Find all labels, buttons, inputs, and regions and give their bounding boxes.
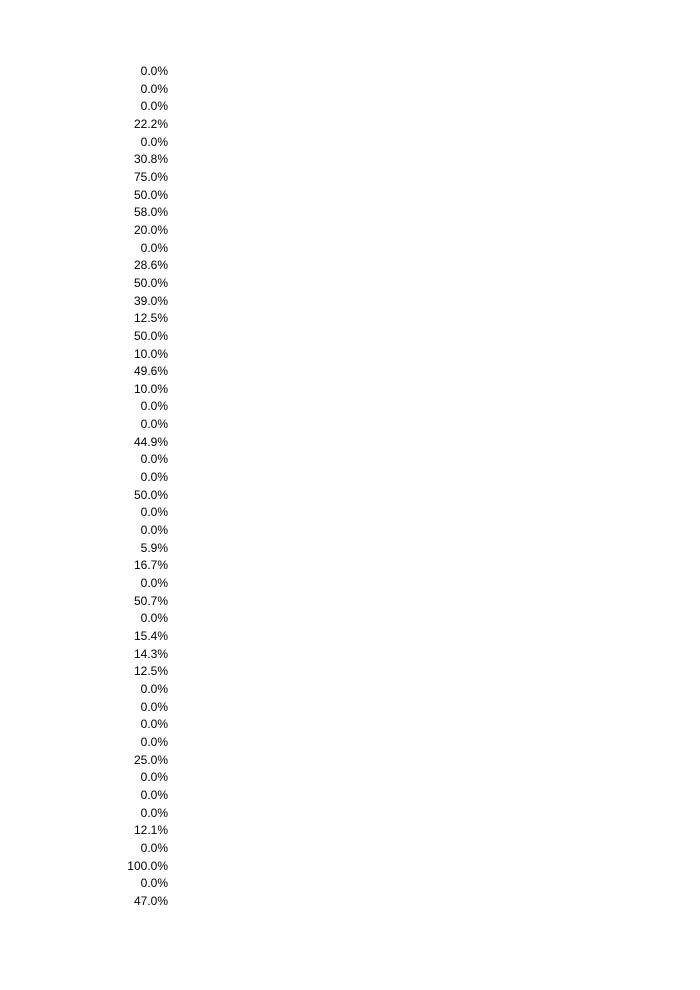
- percentage-cell: 0.0%: [140, 876, 168, 891]
- percentage-cell: 49.6%: [133, 364, 168, 379]
- percentage-cell: 0.0%: [140, 734, 168, 749]
- percentage-cell: 44.9%: [133, 434, 168, 449]
- percentage-cell: 0.0%: [140, 805, 168, 820]
- percentage-cell: 0.0%: [140, 64, 168, 78]
- percentage-cell: 50.0%: [133, 275, 168, 290]
- percentage-cell: 39.0%: [133, 293, 168, 308]
- percentage-cell: 0.0%: [140, 611, 168, 626]
- percentage-cell: 10.0%: [133, 381, 168, 396]
- percentage-cell: 0.0%: [140, 470, 168, 485]
- percentage-cell: 0.0%: [140, 699, 168, 714]
- percentage-cell: 75.0%: [133, 169, 168, 184]
- percentage-cell: 12.1%: [133, 823, 168, 838]
- percentage-cell: 0.0%: [140, 417, 168, 432]
- percentage-cell: 0.0%: [140, 681, 168, 696]
- percentage-cell: 0.0%: [140, 240, 168, 255]
- percentage-cell: 12.5%: [133, 664, 168, 679]
- percentage-cell: 58.0%: [133, 205, 168, 220]
- percentage-cell: 0.0%: [140, 523, 168, 538]
- percentage-cell: 50.0%: [133, 187, 168, 202]
- percentage-cell: 50.0%: [133, 328, 168, 343]
- percentage-cell: 16.7%: [133, 558, 168, 573]
- percentage-cell: 0.0%: [140, 840, 168, 855]
- percentage-cell: 100.0%: [127, 858, 168, 873]
- percentage-cell: 0.0%: [140, 99, 168, 114]
- percentage-cell: 0.0%: [140, 452, 168, 467]
- percentage-cell: 0.0%: [140, 81, 168, 96]
- percentage-cell: 22.2%: [133, 116, 168, 131]
- percentage-cell: 30.8%: [133, 152, 168, 167]
- percentage-cell: 0.0%: [140, 134, 168, 149]
- percentage-cell: 12.5%: [133, 311, 168, 326]
- percentage-cell: 50.0%: [133, 487, 168, 502]
- percentage-cell: 14.3%: [133, 646, 168, 661]
- percentage-cell: 25.0%: [133, 752, 168, 767]
- percentage-cell: 0.0%: [140, 787, 168, 802]
- percentage-cell: 20.0%: [133, 222, 168, 237]
- percentage-cell: 15.4%: [133, 629, 168, 643]
- percentage-column: [100, 63, 168, 911]
- percentage-cell: 0.0%: [140, 576, 168, 591]
- percentage-cell: 5.9%: [140, 540, 168, 555]
- percentage-cell: 0.0%: [140, 717, 168, 732]
- percentage-cell: 0.0%: [140, 399, 168, 414]
- percentage-cell: 0.0%: [140, 505, 168, 520]
- percentage-cell: 47.0%: [133, 893, 168, 908]
- percentage-cell: 10.0%: [133, 346, 168, 361]
- percentage-cell: 28.6%: [133, 258, 168, 273]
- percentage-cell: 50.7%: [133, 593, 168, 608]
- percentage-cell: 0.0%: [140, 770, 168, 785]
